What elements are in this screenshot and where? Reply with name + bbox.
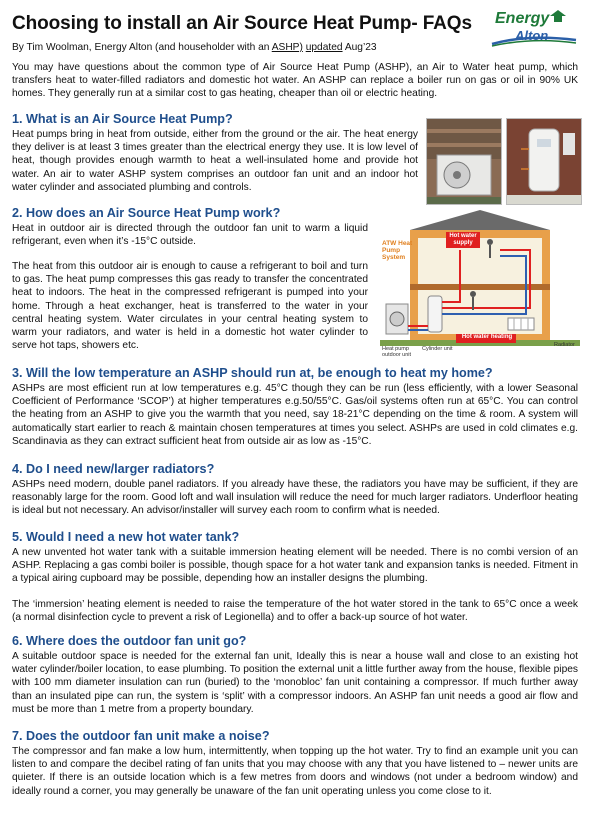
section-5-heading: 5. Would I need a new hot water tank? xyxy=(12,530,240,544)
diagram-label-outdoor-unit: Heat pump outdoor unit xyxy=(382,346,412,358)
byline-date: Aug’23 xyxy=(342,42,377,53)
energy-alton-logo xyxy=(488,6,580,48)
byline xyxy=(12,42,377,53)
section-5-body: A new unvented hot water tank with a suitable immersion heating element will be needed. There is no combi version of an ASHP. Replacing a gas combi boiler is possible, though space for a hot water tank and expansion tanks is needed. Fitment in a typical airing cupboard may be possible, depending how an installer designs the plumbing. xyxy=(12,547,578,585)
section-2-body-continued: The heat from this outdoor air is enough to cause a refrigerant to boil and turn to gas. The heat pump compresses this gas ready to transfer the concentrated heat to indoors. The heat in the compressed refrigerant is pumped into your home. Through a heat exchanger, heat is transferred to the water in your central heating system. Water circulates in your central heating system to warm your radiators, and water is held in a domestic hot water cylinder to serve hot taps, showers etc. xyxy=(12,261,368,352)
hot-water-cylinder-photo xyxy=(506,118,582,205)
diagram-label-hot-water-heating: Hot water heating xyxy=(461,334,513,340)
outdoor-fan-unit-photo xyxy=(426,118,502,205)
section-4-body: ASHPs need modern, double panel radiators. If you already have these, the radiators you have may be sufficient, if they are reasonably large for the room. Good loft and wall insulation will reduce the need for much larger radiators. Underfloor heating is ideal but not necessary. An advisor/installer will survey each room to confirm what is needed. xyxy=(12,479,578,517)
section-6-body: A suitable outdoor space is needed for the external fan unit, Ideally this is near a house wall and close to an existing hot water cylinder/boiler location, to ease plumbing. To position the external unit a little further away from the house, flexible pipes with 100 mm diameter insulation can run (buried) to the ‘monobloc’ fan unit containing a compressor. If much further away than an insulated pipe can run, the system is ‘split’ with a compressor indoors. An ASHP fan unit needs a good air flow and must be more than 1 metre from a property boundary. xyxy=(12,651,578,715)
section-2-body: Heat in outdoor air is directed through the outdoor fan unit to warm a liquid refrigerant, even when it’s -15°C outside. xyxy=(12,223,368,248)
byline-updated: updated xyxy=(305,42,343,53)
diagram-label-atw: ATW Heat Pump System xyxy=(382,240,413,261)
intro-paragraph: You may have questions about the common type of Air Source Heat Pump (ASHP), an Air to Water heat pump, which transfers heat to water-filled radiators and domestic hot water. An ASHP can replace a boiler run on gas or oil in 90% UK homes. They generally run at a similar cost to gas heating, cheaper than oil or electric heating. xyxy=(12,62,578,100)
logo-text-energy: Energy xyxy=(495,10,550,27)
section-5-body-continued: The ‘immersion’ heating element is needed to raise the temperature of the hot water stored in the tank to 65°C once a week (a normal disinfection cycle to prevent a risk of Legionella) and to offer a back-up source of hot water. xyxy=(12,599,578,624)
section-6-heading: 6. Where does the outdoor fan unit go? xyxy=(12,634,247,648)
section-2-heading: 2. How does an Air Source Heat Pump work? xyxy=(12,206,281,220)
section-7-heading: 7. Does the outdoor fan unit make a noise? xyxy=(12,729,270,743)
section-3-body: ASHPs are most efficient run at low temperatures e.g. 45°C though they can be run (less efficiently, with a lower Seasonal Coefficient of Performance ‘SCOP’) at higher temperatures e.g.50/55°C. Gas/oil systems often run at 65°C. You can control the heating from an ASHP to give you the warmth that you need, say 18-21°C depending on the time & room. A system will automatically start earlier to reach & maintain chosen temperatures at times you select. ASHPs are used in cold climates e.g. Scandinavia as they can extract sufficient heat from outside air as low as -15°C. xyxy=(12,383,578,447)
section-1-heading: 1. What is an Air Source Heat Pump? xyxy=(12,112,233,126)
diagram-label-radiator: Radiator xyxy=(554,342,575,348)
diagram-label-hot-water-supply: Hot water supply xyxy=(449,233,477,246)
page-title: Choosing to install an Air Source Heat Pump- FAQs xyxy=(12,13,472,34)
section-7-body: The compressor and fan make a low hum, intermittently, when topping up the hot water. Try to find an example unit you can listen to and compare the decibel rating of fan units that you may choose with any that you have listened to – newer units are quieter. If there is an outside location which is a few metres from doors and windows (not under a bedroom window) and ideally round a corner, you may generally be unaware of the fan unit operating unless you come close to it. xyxy=(12,746,578,797)
byline-ashp-link[interactable]: ASHP) xyxy=(271,42,303,53)
diagram-label-cylinder: Cylinder unit xyxy=(422,346,453,352)
section-1-body: Heat pumps bring in heat from outside, either from the ground or the air. The heat energy they deliver is at least 3 times greater than the electrical energy they use. It is low level of heat, though provides enough warmth to heat a well-insulated home and provide hot water. An air to water ASHP system comprises an outdoor fan unit and an indoor hot water cylinder and associated plumbing and controls. xyxy=(12,129,418,193)
section-4-heading: 4. Do I need new/larger radiators? xyxy=(12,462,215,476)
byline-prefix: By Tim Woolman, Energy Alton (and householder with an xyxy=(12,42,272,53)
section-3-heading: 3. Will the low temperature an ASHP should run at, be enough to heat my home? xyxy=(12,366,493,380)
logo-text-alton: Alton xyxy=(515,28,549,43)
